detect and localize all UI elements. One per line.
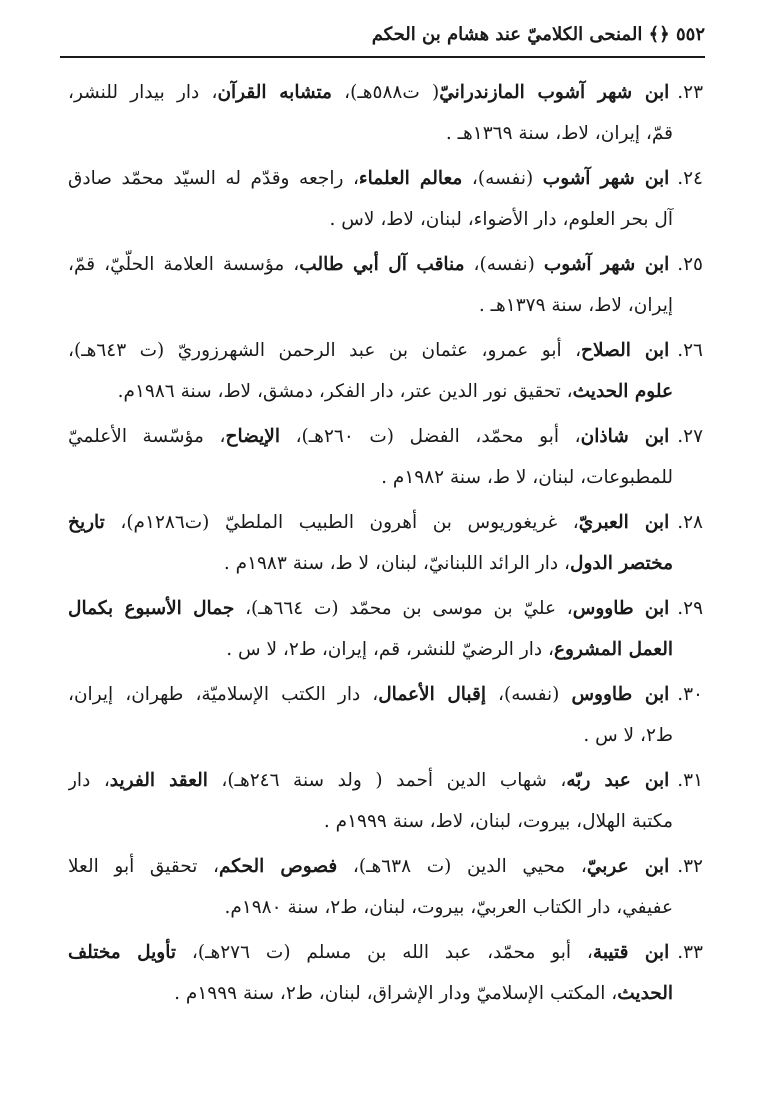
entry-author: ابن طاووس [572,598,670,619]
entry-title: جمال الأسبوع بكمال [68,598,235,619]
entry-title: مناقب آل أبي طالب [299,254,465,275]
header-rule [60,56,705,58]
running-header [372,24,705,45]
bibliography-entry: ٢٦.ابن الصلاح، أبو عمرو، عثمان بن عبد الرحمن الشهرزوريّ (ت ٦٤٣هـ)، علوم الحديث، تحقيق نور الدين عتر، دار الفكر، دمشق، لاط، سنة ١٩٨٦م. [68,340,703,402]
entry-number: ٣٠. [677,684,703,705]
bibliography-entry: ٢٧.ابن شاذان، أبو محمّد، الفضل (ت ٢٦٠هـ)، الإيضاح، مؤسّسة الأعلميّ للمطبوعات، لبنان، لا ط، سنة ١٩٨٢م . [68,426,703,488]
entry-number: ٢٥. [677,254,703,275]
entry-number: ٣١. [677,770,703,791]
entry-title-cont: العمل المشروع [553,639,673,660]
entry-number: ٣٣. [677,942,703,963]
entry-author: ابن عربيّ [586,856,670,877]
entry-author: ابن قتيبة [592,942,670,963]
bibliography-entry: ٢٥.ابن شهر آشوب (نفسه)، مناقب آل أبي طالب، مؤسسة العلامة الحلّيّ، قمّ، إيران، لاط، سنة ١٣٧٩هـ . [68,254,703,316]
entry-number: ٢٧. [677,426,703,447]
bibliography-entry: ٢٨.ابن العبريّ، غريغوريوس بن أهرون الطبيب الملطيّ (ت١٢٨٦م)، تاريخ مختصر الدول، دار الرائد اللبنانيّ، لبنان، لا ط، سنة ١٩٨٣م . [68,512,703,574]
entry-title: فصوص الحكم [218,856,338,877]
entry-number: ٢٣. [677,82,703,103]
entry-number: ٣٢. [677,856,703,877]
entry-number: ٢٦. [677,340,703,361]
entry-number: ٢٤. [677,168,703,189]
header-ornament: ﴿﴾ [642,24,670,45]
entry-title-cont: مختصر الدول [570,553,673,574]
header-title: المنحى الكلاميّ عند هشام بن الحكم [371,24,643,45]
entry-author: ابن شهر آشوب [543,254,670,275]
entry-title: علوم الحديث [572,381,673,402]
entry-title: متشابه القرآن [217,82,332,103]
entry-title: تاريخ [68,512,105,533]
bibliography-entry: ٢٤.ابن شهر آشوب (نفسه)، معالم العلماء، راجعه وقدّم له السيّد محمّد صادق آل بحر العلوم، دار الأضواء، لبنان، لاط، لاس . [68,168,703,230]
entry-number: ٢٨. [677,512,703,533]
entry-author: ابن العبريّ [578,512,670,533]
entry-title: العقد الفريد [109,770,208,791]
bibliography-entry: ٢٩.ابن طاووس، عليّ بن موسى بن محمّد (ت ٦٦٤هـ)، جمال الأسبوع بكمال العمل المشروع، دار الرضيّ للنشر، قم، إيران، ط٢، لا س . [68,598,703,660]
entry-author: ابن شهر آشوب المازندرانيّ [439,82,670,103]
entry-title-cont: الحديث [617,983,673,1004]
page-number: ٥٥٢ [675,24,705,45]
bibliography-entry: ٣٢.ابن عربيّ، محيي الدين (ت ٦٣٨هـ)، فصوص الحكم، تحقيق أبو العلا عفيفي، دار الكتاب العربيّ، بيروت، لبنان، ط٢، سنة ١٩٨٠م. [68,856,703,918]
bibliography-entry: ٣٠.ابن طاووس (نفسه)، إقبال الأعمال، دار الكتب الإسلاميّة، طهران، إيران، ط٢، لا س . [68,684,703,746]
bibliography-entry: ٣١.ابن عبد ربّه، شهاب الدين أحمد ( ولد سنة ٢٤٦هـ)، العقد الفريد، دار مكتبة الهلال، بيروت، لبنان، لاط، سنة ١٩٩٩م . [68,770,703,832]
entry-title: معالم العلماء [358,168,463,189]
entry-author: ابن شهر آشوب [542,168,670,189]
entry-title: إقبال الأعمال [378,684,486,705]
entry-author: ابن طاووس [571,684,670,705]
entry-author: ابن عبد ربّه [566,770,670,791]
entry-number: ٢٩. [677,598,703,619]
bibliography-entry: ٣٣.ابن قتيبة، أبو محمّد، عبد الله بن مسلم (ت ٢٧٦هـ)، تأويل مختلف الحديث، المكتب الإسلاميّ ودار الإشراق، لبنان، ط٢، سنة ١٩٩٩م . [68,942,703,1004]
entry-title: الإيضاح [225,426,280,447]
bibliography-entry: ٢٣.ابن شهر آشوب المازندرانيّ( ت٥٨٨هـ)، متشابه القرآن، دار بيدار للنشر، قمّ، إيران، لاط، سنة ١٣٦٩هـ . [68,82,703,144]
bibliography-list [68,72,703,1018]
entry-title: تأويل مختلف [68,942,177,963]
entry-author: ابن الصلاح [581,340,670,361]
entry-author: ابن شاذان [580,426,670,447]
